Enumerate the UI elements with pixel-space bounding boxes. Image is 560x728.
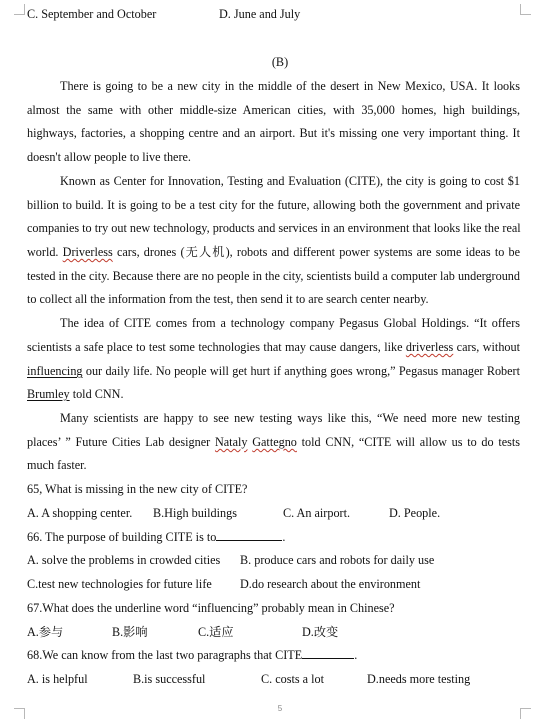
p4-line-2-start: places’ ” Future Cities Lab designer (27, 435, 215, 449)
p2-line-3: companies to try out new technology, products and services in an environment that looks like the real (27, 221, 521, 235)
q66-option-d: D.do research about the environment (240, 577, 421, 591)
p3-line-3 (27, 363, 520, 379)
q68-option-b: B.is successful (133, 672, 206, 686)
word-driverless-1: Driverless (62, 245, 113, 259)
q66-option-b: B. produce cars and robots for daily use (240, 553, 435, 567)
p3-line-4 (27, 386, 520, 402)
question-67-stem: 67.What does the underline word “influencing” probably mean in Chinese? (27, 601, 395, 615)
q66-option-a: A. solve the problems in crowded cities (27, 553, 221, 567)
q68-answer-blank (302, 647, 354, 659)
p1-line-1: There is going to be a new city in the middle of the desert in New Mexico, USA. It looks (60, 79, 520, 93)
q67-option-d: D.改变 (302, 625, 339, 639)
p3-line-1: The idea of CITE comes from a technology company Pegasus Global Holdings. “It offers (60, 316, 520, 330)
word-influencing: influencing (27, 364, 83, 378)
q65-option-d: D. People. (389, 506, 441, 520)
question-66-stem (27, 529, 520, 545)
p2-line-2: billion to build. It is going to be a test city for the future, allowing both the government and private (27, 198, 520, 212)
q66-stem-text: 66. The purpose of building CITE is to (27, 530, 217, 544)
word-driverless-2: driverless (405, 340, 454, 354)
q66-option-c: C.test new technologies for future life (27, 577, 212, 591)
section-label: (B) (271, 55, 289, 69)
question-65-stem: 65, What is missing in the new city of CITE? (27, 482, 248, 496)
q68-stem-text: 68.We can know from the last two paragraphs that CITE (27, 648, 303, 662)
p4-line-3: much faster. (27, 458, 87, 472)
name-nataly: Nataly (214, 435, 248, 449)
p2-line-5: tested in the city. Because there are no people in the city, scientists build a computer lab underground (27, 269, 520, 283)
p4-line-2-end: told CNN, “CITE will allow us to do tests (296, 435, 521, 449)
p1-line-3: highways, factories, a shopping centre and an airport. But it's missing one very important thing. It (27, 126, 520, 140)
q65-option-b: B.High buildings (153, 506, 237, 520)
q66-answer-blank (216, 529, 282, 541)
q65-option-c: C. An airport. (283, 506, 351, 520)
p2-line-4-start: world. (27, 245, 63, 259)
p2-line-6: to collect all the information from the test, then send it to are search center nearby. (27, 292, 429, 306)
option-d-previous: D. June and July (219, 7, 301, 21)
page-number: 5 (277, 704, 283, 713)
p2-line-4 (27, 244, 520, 260)
question-68-stem (27, 647, 520, 663)
p3-line-2-end: cars, without (453, 340, 520, 354)
q68-option-c: C. costs a lot (261, 672, 324, 686)
q68-option-a: A. is helpful (27, 672, 88, 686)
name-gattegno: Gattegno (252, 435, 297, 449)
p2-line-1: Known as Center for Innovation, Testing and Evaluation (CITE), the city is going to cost $1 (60, 174, 520, 188)
q66-stem-end: . (282, 530, 286, 544)
q67-option-b: B.影响 (112, 625, 148, 639)
q67-option-c: C.适应 (198, 625, 234, 639)
p3-line-2-start: scientists a safe place to test some technologies that may cause dangers, like (27, 340, 406, 354)
name-brumley: Brumley (27, 387, 70, 401)
p4-line-2 (27, 434, 520, 450)
q65-option-a: A. A shopping center. (27, 506, 133, 520)
q68-option-d: D.needs more testing (367, 672, 471, 686)
option-c-previous: C. September and October (27, 7, 157, 21)
q68-stem-end: . (354, 648, 358, 662)
p1-line-2: almost the same with other middle-size American cities, with 35,000 homes, high buildings, (27, 103, 520, 117)
p3-line-3-end: our daily life. No people will get hurt if anything goes wrong,” Pegasus manager Robert (82, 364, 520, 378)
crop-mark-top-right (520, 4, 531, 15)
crop-mark-top-left (14, 4, 25, 15)
p3-line-2 (27, 339, 520, 355)
p1-line-4: doesn't allow people to live there. (27, 150, 191, 164)
q67-option-a: A.参与 (27, 625, 64, 639)
p3-line-4-end: told CNN. (69, 387, 124, 401)
p2-line-4-end: cars, drones (无人机), robots and different power systems are some ideas to be (112, 245, 520, 259)
p4-line-1: Many scientists are happy to see new testing ways like this, “We need more new testing (60, 411, 520, 425)
